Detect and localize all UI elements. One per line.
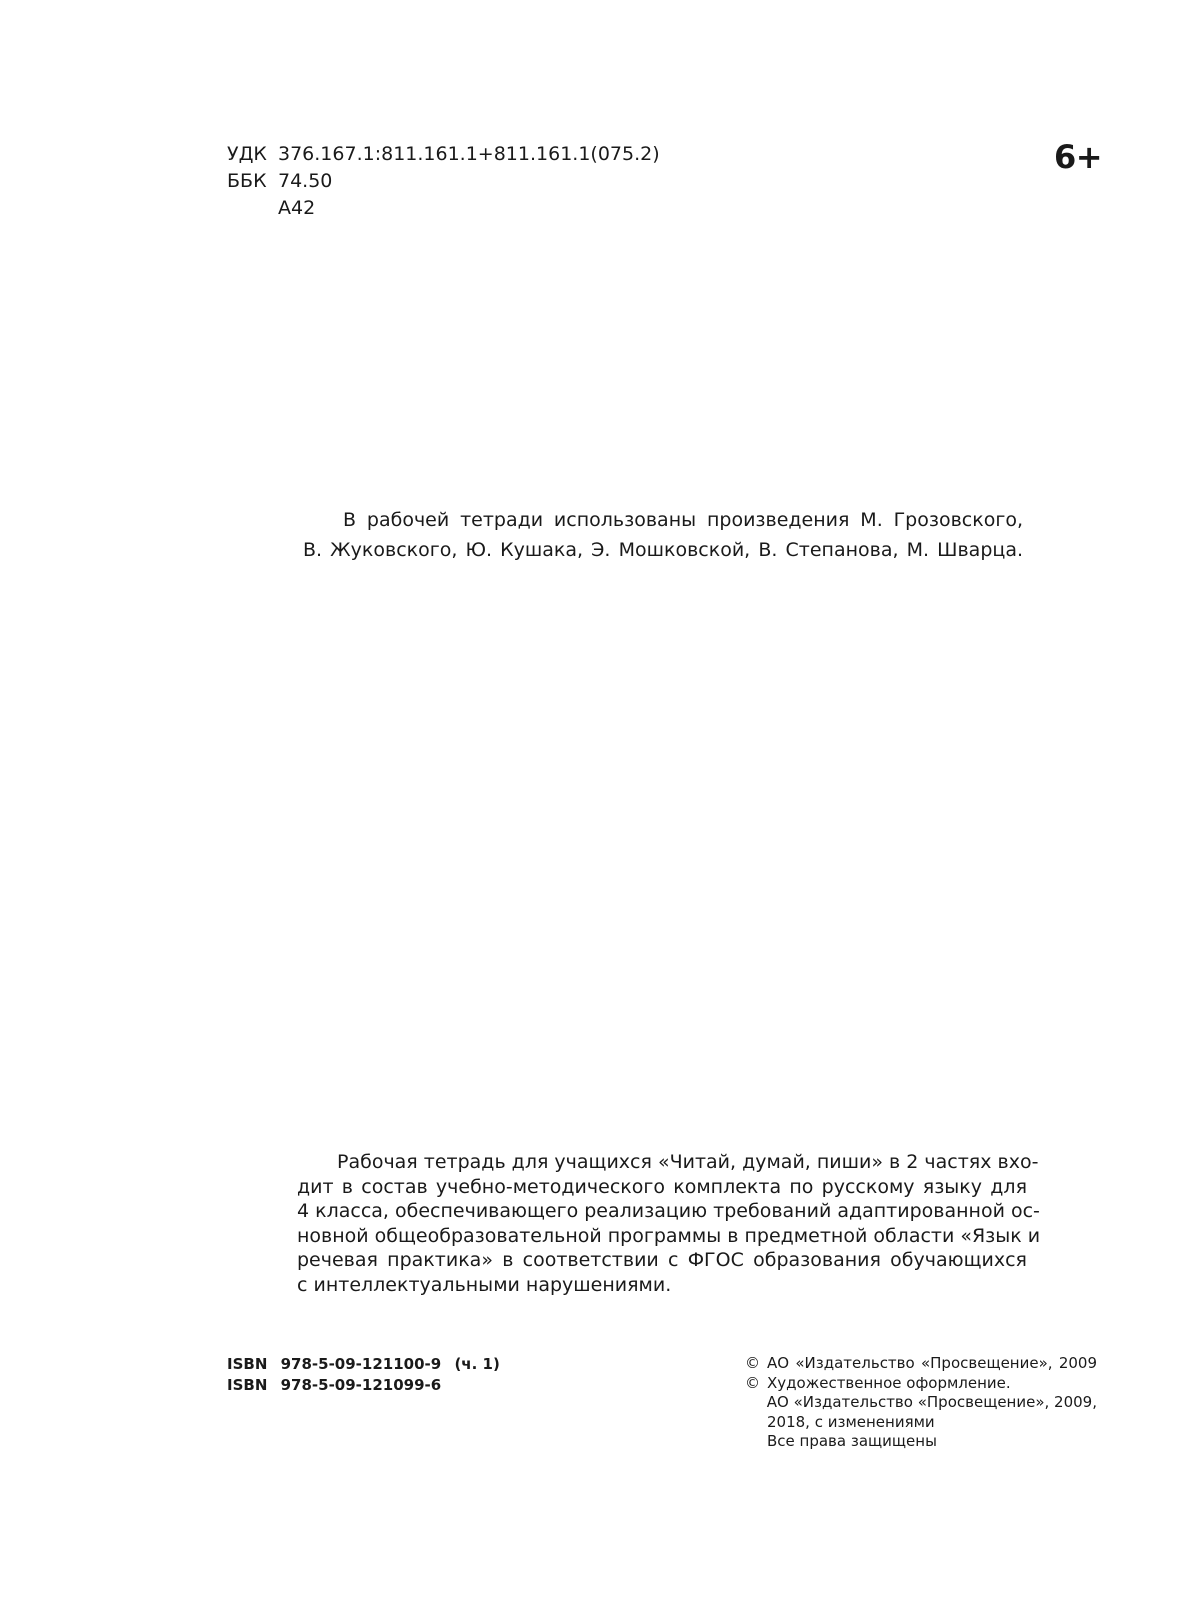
- authors-note: [303, 505, 1023, 565]
- author-mark: А42: [278, 197, 316, 219]
- isbn-label: ISBN: [227, 1376, 268, 1394]
- description-paragraph: [297, 1150, 1041, 1298]
- bbk-value: 74.50: [278, 170, 333, 192]
- copyright-block: [745, 1354, 1097, 1452]
- classification-block: [227, 141, 660, 222]
- author-mark-row: [227, 195, 660, 222]
- bbk-row: [227, 168, 660, 195]
- copyright-text: АО «Издательство «Просвещение», 2009: [767, 1354, 1097, 1372]
- authors-note-line: В. Жуковского, Ю. Кушака, Э. Мошковской, В. Степанова, М. Шварца.: [303, 539, 1023, 561]
- description-line: новной общеобразовательной программы в предметной области «Язык и: [297, 1224, 1041, 1247]
- description-line: 4 класса, обеспечивающего реализацию требований адаптированной ос-: [297, 1200, 1040, 1223]
- isbn-note: (ч. 1): [454, 1355, 500, 1373]
- copyright-sign: ©: [745, 1373, 760, 1392]
- authors-note-line: В рабочей тетради использованы произведения М. Грозовского,: [343, 509, 1023, 531]
- copyright-text: 2018, с изменениями: [767, 1412, 935, 1431]
- isbn-block: [227, 1354, 500, 1396]
- copyright-row: [745, 1374, 1097, 1394]
- age-rating-badge: 6+: [1054, 138, 1103, 176]
- copyright-row: [745, 1413, 1097, 1433]
- bbk-label: ББК: [227, 170, 267, 192]
- udk-row: [227, 141, 660, 168]
- description-line: дит в состав учебно-методического комплекта по русскому языку для: [297, 1175, 1027, 1198]
- description-line: Рабочая тетрадь для учащихся «Читай, думай, пиши» в 2 частях вхо-: [337, 1151, 1039, 1173]
- copyright-row: [745, 1432, 1097, 1452]
- copyright-row: [745, 1354, 1097, 1374]
- copyright-row: [745, 1393, 1097, 1413]
- copyright-sign: ©: [745, 1354, 760, 1372]
- isbn-row-part1: [227, 1354, 500, 1375]
- description-line: с интеллектуальными нарушениями.: [297, 1273, 672, 1296]
- udk-label: УДК: [227, 143, 267, 165]
- rights-reserved: Все права защищены: [767, 1432, 937, 1450]
- isbn-label: ISBN: [227, 1355, 268, 1373]
- isbn-number: 978-5-09-121099-6: [280, 1376, 442, 1394]
- description-line: речевая практика» в соответствии с ФГОС образования обучающихся: [297, 1249, 1027, 1272]
- isbn-row-set: [227, 1375, 500, 1396]
- copyright-text: АО «Издательство «Просвещение», 2009,: [766, 1393, 1097, 1411]
- isbn-number: 978-5-09-121100-9: [280, 1355, 442, 1373]
- copyright-text: Художественное оформление.: [767, 1373, 1011, 1392]
- udk-value: 376.167.1:811.161.1+811.161.1(075.2): [278, 143, 660, 165]
